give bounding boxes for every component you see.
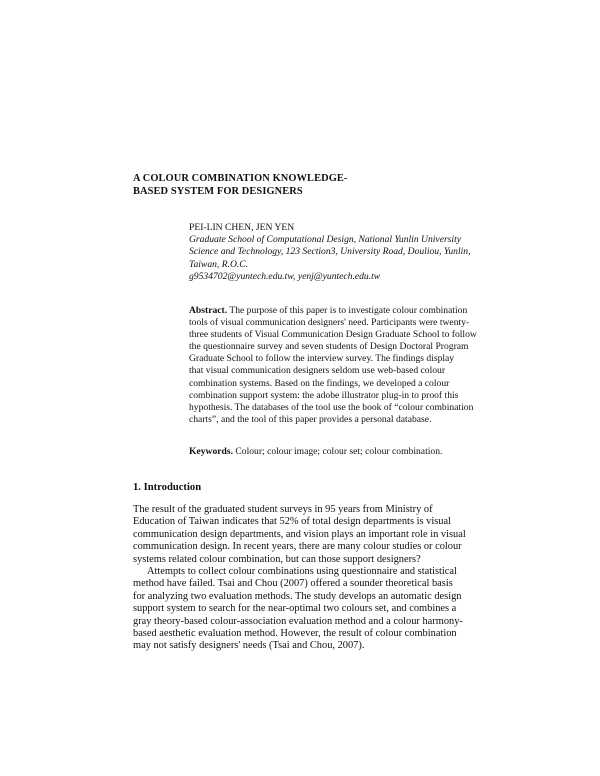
- keywords: [189, 446, 479, 458]
- author-names: PEI-LIN CHEN, JEN YEN: [189, 222, 295, 233]
- abstract-line: that visual communication designers seldom use web-based colour: [189, 365, 446, 377]
- abstract-line: three students of Visual Communication Design Graduate School to follow: [189, 329, 477, 341]
- introduction-body: [133, 504, 473, 653]
- keywords-text: Colour; colour image; colour set; colour combination.: [232, 446, 443, 457]
- body-line: systems related colour combination, but can those support designers?: [133, 553, 421, 565]
- abstract-line: combination systems. Based on the findings, we developed a colour: [189, 377, 450, 389]
- abstract-line: the questionnaire survey and seven students of Design Doctoral Program: [189, 341, 469, 353]
- body-line: communication design departments, and vision plays an important role in visual: [133, 528, 466, 540]
- body-line: The result of the graduated student surveys in 95 years from Ministry of: [133, 504, 433, 515]
- abstract-text: The purpose of this paper is to investigate colour combination: [227, 305, 468, 316]
- keywords-label: Keywords.: [189, 446, 233, 457]
- body-line: support system to search for the near-optimal two colours set, and combines a: [133, 603, 457, 615]
- body-line: communication design. In recent years, there are many colour studies or colour: [133, 541, 462, 553]
- affiliation-line: Graduate School of Computational Design, National Yunlin University: [189, 234, 462, 246]
- body-line: for analyzing two evaluation methods. The study develops an automatic design: [133, 590, 462, 602]
- affiliation-line: Science and Technology, 123 Section3, University Road, Douliou, Yunlin,: [189, 246, 471, 258]
- abstract-line: tools of visual communication designers' need. Participants were twenty-: [189, 317, 470, 329]
- abstract-line: Graduate School to follow the interview survey. The findings display: [189, 353, 455, 365]
- abstract-line: charts”, and the tool of this paper provides a personal database.: [189, 413, 432, 425]
- abstract-label: Abstract.: [189, 305, 228, 316]
- body-line: Attempts to collect colour combinations using questionnaire and statistical: [147, 566, 457, 578]
- body-line: may not satisfy designers' needs (Tsai and Chou, 2007).: [133, 640, 365, 652]
- abstract-line: combination support system: the adobe illustrator plug-in to proof this: [189, 389, 459, 401]
- abstract: [189, 305, 477, 426]
- abstract-line: hypothesis. The databases of the tool use the book of “colour combination: [189, 401, 474, 413]
- author-block: [189, 222, 479, 283]
- author-emails: g9534702@yuntech.edu.tw, yenj@yuntech.edu.tw: [189, 270, 381, 282]
- paper-title: [133, 172, 433, 198]
- body-line: based aesthetic evaluation method. However, the result of colour combination: [133, 628, 457, 640]
- abstract-line: [189, 305, 469, 317]
- body-line: Education of Taiwan indicates that 52% of total design departments is visual: [133, 516, 451, 528]
- affiliation-line: Taiwan, R.O.C.: [189, 258, 249, 270]
- paper-title-line: A COLOUR COMBINATION KNOWLEDGE-: [133, 173, 348, 184]
- body-line: gray theory-based colour-association evaluation method and a colour harmony-: [133, 615, 463, 627]
- section-heading-introduction: 1. Introduction: [133, 482, 202, 493]
- paper-title-line: BASED SYSTEM FOR DESIGNERS: [133, 186, 303, 197]
- body-line: method have failed. Tsai and Chou (2007) offered a sounder theoretical basis: [133, 578, 453, 590]
